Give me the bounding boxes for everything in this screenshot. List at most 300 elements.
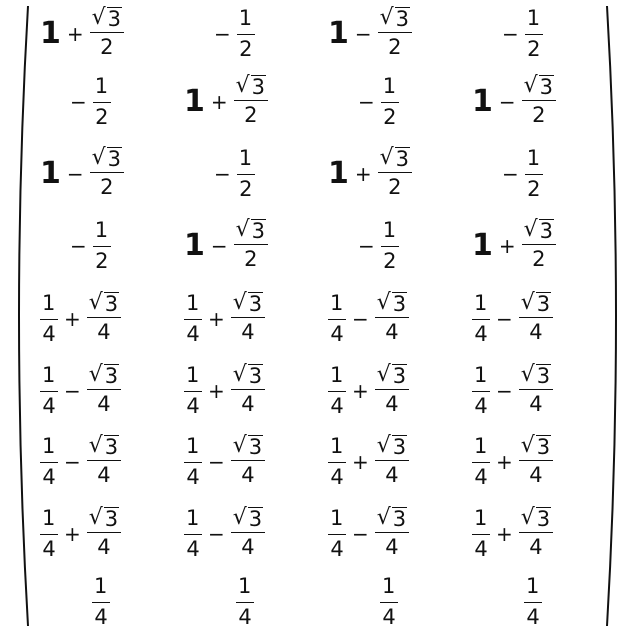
denominator: 4	[97, 392, 111, 417]
sqrt-expression	[89, 507, 119, 530]
radical-symbol: √	[232, 362, 247, 388]
fraction	[525, 6, 543, 61]
operator: −	[352, 522, 369, 546]
matrix-cell	[40, 428, 121, 496]
numerator-value: 1	[382, 74, 397, 99]
numerator	[90, 147, 124, 173]
matrix-entry	[40, 363, 121, 418]
operator: +	[64, 307, 81, 331]
matrix-cell	[40, 140, 124, 208]
fraction	[524, 574, 542, 629]
numerator-value: 1	[330, 363, 344, 388]
radical-symbol: √	[376, 290, 391, 316]
sqrt-expression	[233, 507, 263, 530]
fraction	[184, 291, 202, 346]
sqrt-expression	[89, 435, 119, 458]
operator: −	[498, 89, 516, 114]
fraction	[231, 292, 265, 345]
denominator: 4	[385, 463, 399, 488]
operator: +	[352, 450, 369, 474]
numerator	[472, 291, 490, 319]
numerator	[231, 364, 265, 390]
radical-symbol: √	[520, 290, 535, 316]
denominator: 4	[186, 393, 200, 418]
denominator: 2	[388, 175, 402, 200]
radical-symbol: √	[523, 73, 538, 99]
matrix-cell	[328, 500, 409, 568]
denominator: 4	[241, 392, 255, 417]
fraction	[87, 364, 121, 417]
numerator	[524, 574, 542, 602]
sqrt-expression	[524, 75, 554, 98]
denominator: 4	[241, 463, 255, 488]
matrix-entry	[328, 363, 409, 418]
matrix-entry	[184, 291, 265, 346]
matrix-entry	[184, 363, 265, 418]
matrix-cell	[502, 0, 543, 68]
matrix-entry	[502, 146, 543, 201]
operator: −	[354, 21, 372, 46]
integer-term: 1	[184, 227, 205, 263]
matrix-cell	[40, 0, 124, 68]
numerator-value: 1	[186, 363, 200, 388]
denominator: 4	[385, 320, 399, 345]
minus-sign: −	[502, 162, 519, 186]
numerator-value: 1	[474, 363, 488, 388]
radical-symbol: √	[379, 5, 394, 31]
denominator: 4	[330, 536, 344, 561]
radical-symbol: √	[232, 290, 247, 316]
numerator	[522, 75, 556, 101]
denominator: 4	[474, 536, 488, 561]
matrix-entry	[380, 574, 398, 629]
numerator	[87, 507, 121, 533]
denominator: 4	[97, 535, 111, 560]
fraction	[90, 7, 124, 60]
numerator	[87, 435, 121, 461]
radical-symbol: √	[520, 362, 535, 388]
minus-sign: −	[502, 22, 519, 46]
matrix-cell	[184, 357, 265, 425]
matrix-cell	[472, 285, 553, 353]
numerator	[378, 147, 412, 173]
sqrt-expression	[236, 219, 266, 242]
matrix-cell	[184, 212, 268, 280]
fraction	[519, 507, 553, 560]
numerator	[328, 363, 346, 391]
matrix-cell	[472, 428, 553, 496]
matrix-entry	[236, 574, 254, 629]
numerator	[328, 291, 346, 319]
numerator-value: 1	[94, 574, 108, 599]
numerator	[381, 218, 399, 246]
radical-symbol: √	[376, 362, 391, 388]
operator: +	[352, 379, 369, 403]
operator: +	[66, 21, 84, 46]
operator: −	[210, 233, 228, 258]
numerator-value: 1	[42, 434, 56, 459]
numerator	[87, 292, 121, 318]
numerator	[519, 292, 553, 318]
numerator	[93, 74, 111, 102]
fraction	[375, 507, 409, 560]
denominator: 2	[239, 176, 253, 201]
sqrt-expression	[236, 75, 266, 98]
numerator	[93, 218, 111, 246]
numerator-value: 1	[42, 506, 56, 531]
denominator: 4	[186, 321, 200, 346]
fraction	[519, 364, 553, 417]
fraction	[380, 574, 398, 629]
radical-symbol: √	[520, 505, 535, 531]
radicand: 3	[395, 7, 410, 32]
fraction	[40, 434, 58, 489]
denominator: 4	[42, 536, 56, 561]
numerator	[40, 506, 58, 534]
numerator	[231, 292, 265, 318]
matrix-entry	[472, 219, 556, 272]
numerator	[231, 435, 265, 461]
matrix-entry	[358, 218, 399, 273]
denominator: 4	[186, 536, 200, 561]
denominator: 4	[330, 321, 344, 346]
matrix-cell	[472, 357, 553, 425]
numerator	[87, 364, 121, 390]
matrix-entry	[502, 6, 543, 61]
matrix-cell	[40, 500, 121, 568]
numerator-value: 1	[330, 434, 344, 459]
denominator: 2	[388, 35, 402, 60]
fraction	[375, 292, 409, 345]
radical-symbol: √	[88, 505, 103, 531]
denominator: 4	[529, 463, 543, 488]
operator: −	[208, 450, 225, 474]
fraction	[522, 219, 556, 272]
numerator-value: 1	[382, 218, 397, 243]
matrix-cell	[184, 68, 268, 136]
matrix-entry	[40, 147, 124, 200]
fraction	[40, 363, 58, 418]
radicand: 3	[104, 364, 119, 389]
integer-term: 1	[472, 83, 493, 119]
matrix-entry	[524, 574, 542, 629]
fraction	[328, 291, 346, 346]
numerator-value: 1	[330, 291, 344, 316]
radical-symbol: √	[379, 145, 394, 171]
denominator: 2	[532, 247, 546, 272]
numerator	[231, 507, 265, 533]
denominator: 4	[385, 535, 399, 560]
fraction	[472, 291, 490, 346]
matrix-entry	[328, 291, 409, 346]
numerator	[378, 7, 412, 33]
numerator-value: 1	[186, 506, 200, 531]
matrix-cell	[328, 428, 409, 496]
matrix-entry	[70, 218, 111, 273]
fraction	[87, 292, 121, 345]
matrix-entry	[328, 434, 409, 489]
matrix-cell	[184, 285, 265, 353]
radicand: 3	[392, 292, 407, 317]
matrix-cell	[328, 357, 409, 425]
matrix-entry	[214, 6, 255, 61]
numerator	[519, 364, 553, 390]
matrix-entry	[472, 363, 553, 418]
left-parenthesis	[8, 4, 32, 628]
denominator: 4	[238, 604, 252, 629]
numerator	[234, 75, 268, 101]
numerator	[472, 363, 490, 391]
radicand: 3	[251, 75, 266, 100]
numerator-value: 1	[526, 6, 541, 31]
sqrt-expression	[233, 292, 263, 315]
numerator-value: 1	[474, 434, 488, 459]
radical-symbol: √	[88, 290, 103, 316]
fraction	[472, 506, 490, 561]
denominator: 2	[527, 176, 541, 201]
sqrt-expression	[92, 147, 122, 170]
matrix-entry	[92, 574, 110, 629]
denominator: 2	[383, 104, 397, 129]
integer-term: 1	[40, 155, 61, 191]
fraction	[87, 507, 121, 560]
denominator: 4	[330, 464, 344, 489]
numerator-value: 1	[186, 434, 200, 459]
sqrt-expression	[377, 435, 407, 458]
denominator: 2	[244, 247, 258, 272]
radical-symbol: √	[232, 433, 247, 459]
matrix-cell	[184, 500, 265, 568]
numerator-value: 1	[42, 363, 56, 388]
radical-symbol: √	[376, 433, 391, 459]
numerator	[236, 574, 254, 602]
matrix-entry	[214, 146, 255, 201]
fraction	[87, 435, 121, 488]
numerator	[40, 434, 58, 462]
denominator: 2	[532, 103, 546, 128]
denominator: 4	[526, 604, 540, 629]
operator: −	[352, 307, 369, 331]
denominator: 4	[186, 464, 200, 489]
radical-symbol: √	[523, 217, 538, 243]
denominator: 2	[239, 36, 253, 61]
numerator-value: 1	[238, 6, 253, 31]
radicand: 3	[107, 7, 122, 32]
minus-sign: −	[70, 90, 87, 114]
matrix-entry	[328, 7, 412, 60]
fraction	[472, 434, 490, 489]
numerator-value: 1	[382, 574, 396, 599]
numerator	[375, 435, 409, 461]
denominator: 2	[244, 103, 258, 128]
numerator	[375, 364, 409, 390]
sqrt-expression	[380, 147, 410, 170]
numerator	[519, 435, 553, 461]
fraction	[525, 146, 543, 201]
matrix-cell	[524, 568, 542, 636]
sqrt-expression	[380, 7, 410, 30]
matrix-cell	[472, 212, 556, 280]
fraction	[378, 147, 412, 200]
minus-sign: −	[358, 90, 375, 114]
denominator: 2	[95, 104, 109, 129]
fraction	[93, 218, 111, 273]
numerator	[525, 6, 543, 34]
numerator-value: 1	[94, 218, 109, 243]
radicand: 3	[395, 147, 410, 172]
denominator: 4	[474, 321, 488, 346]
minus-sign: −	[214, 22, 231, 46]
operator: +	[208, 379, 225, 403]
sqrt-expression	[233, 364, 263, 387]
numerator-value: 1	[526, 574, 540, 599]
denominator: 2	[100, 175, 114, 200]
fraction	[519, 292, 553, 345]
matrix-cell	[184, 428, 265, 496]
numerator	[92, 574, 110, 602]
numerator	[375, 507, 409, 533]
radicand: 3	[251, 219, 266, 244]
matrix-entry	[40, 506, 121, 561]
numerator	[234, 219, 268, 245]
fraction	[328, 506, 346, 561]
matrix-cell	[70, 212, 111, 280]
integer-term: 1	[328, 15, 349, 51]
operator: +	[210, 89, 228, 114]
radical-symbol: √	[235, 73, 250, 99]
numerator-value: 1	[238, 574, 252, 599]
matrix-entry	[184, 219, 268, 272]
matrix-entry	[472, 506, 553, 561]
fraction	[236, 574, 254, 629]
radicand: 3	[392, 507, 407, 532]
denominator: 4	[382, 604, 396, 629]
matrix-cell	[358, 212, 399, 280]
numerator	[380, 574, 398, 602]
numerator-value: 1	[42, 291, 56, 316]
operator: +	[496, 450, 513, 474]
denominator: 2	[100, 35, 114, 60]
radicand: 3	[248, 292, 263, 317]
matrix-entry	[184, 506, 265, 561]
radicand: 3	[248, 364, 263, 389]
radicand: 3	[536, 364, 551, 389]
integer-term: 1	[472, 227, 493, 263]
fraction	[237, 146, 255, 201]
operator: −	[496, 307, 513, 331]
denominator: 4	[42, 393, 56, 418]
numerator	[522, 219, 556, 245]
denominator: 4	[97, 320, 111, 345]
sqrt-expression	[377, 364, 407, 387]
matrix-cell	[40, 357, 121, 425]
numerator	[472, 434, 490, 462]
matrix-cell	[472, 68, 556, 136]
fraction	[375, 435, 409, 488]
matrix	[36, 0, 608, 635]
fraction	[381, 218, 399, 273]
numerator	[375, 292, 409, 318]
operator: −	[66, 161, 84, 186]
operator: +	[354, 161, 372, 186]
radicand: 3	[539, 75, 554, 100]
sqrt-expression	[521, 435, 551, 458]
matrix-cell	[380, 568, 398, 636]
minus-sign: −	[214, 162, 231, 186]
matrix-entry	[184, 75, 268, 128]
matrix-cell	[214, 0, 255, 68]
numerator	[328, 506, 346, 534]
radical-symbol: √	[235, 217, 250, 243]
operator: −	[64, 450, 81, 474]
integer-term: 1	[40, 15, 61, 51]
denominator: 4	[529, 535, 543, 560]
operator: −	[208, 522, 225, 546]
fraction	[93, 74, 111, 129]
fraction	[472, 363, 490, 418]
numerator	[381, 74, 399, 102]
matrix-cell	[236, 568, 254, 636]
matrix-cell	[40, 285, 121, 353]
radicand: 3	[248, 435, 263, 460]
matrix-entry	[472, 75, 556, 128]
radicand: 3	[536, 507, 551, 532]
numerator	[184, 363, 202, 391]
fraction	[375, 364, 409, 417]
matrix-entry	[358, 74, 399, 129]
radical-symbol: √	[91, 145, 106, 171]
denominator: 4	[42, 321, 56, 346]
sqrt-expression	[521, 364, 551, 387]
fraction	[40, 291, 58, 346]
matrix-entry	[40, 434, 121, 489]
sqrt-expression	[89, 292, 119, 315]
fraction	[40, 506, 58, 561]
sqrt-expression	[233, 435, 263, 458]
matrix-cell	[214, 140, 255, 208]
sqrt-expression	[377, 292, 407, 315]
fraction	[90, 147, 124, 200]
fraction	[231, 507, 265, 560]
numerator	[40, 291, 58, 319]
sqrt-expression	[92, 7, 122, 30]
numerator	[472, 506, 490, 534]
matrix-entry	[40, 291, 121, 346]
denominator: 4	[241, 320, 255, 345]
matrix-cell	[92, 568, 110, 636]
denominator: 4	[474, 393, 488, 418]
sqrt-expression	[521, 507, 551, 530]
radical-symbol: √	[88, 362, 103, 388]
numerator	[237, 146, 255, 174]
denominator: 4	[529, 320, 543, 345]
denominator: 2	[527, 36, 541, 61]
sqrt-expression	[521, 292, 551, 315]
fraction	[184, 506, 202, 561]
matrix-cell	[502, 140, 543, 208]
denominator: 4	[97, 463, 111, 488]
matrix-cell	[358, 68, 399, 136]
fraction	[231, 435, 265, 488]
numerator	[525, 146, 543, 174]
numerator-value: 1	[186, 291, 200, 316]
matrix-entry	[328, 506, 409, 561]
fraction	[381, 74, 399, 129]
radicand: 3	[248, 507, 263, 532]
numerator-value: 1	[474, 291, 488, 316]
numerator	[184, 434, 202, 462]
sqrt-expression	[524, 219, 554, 242]
